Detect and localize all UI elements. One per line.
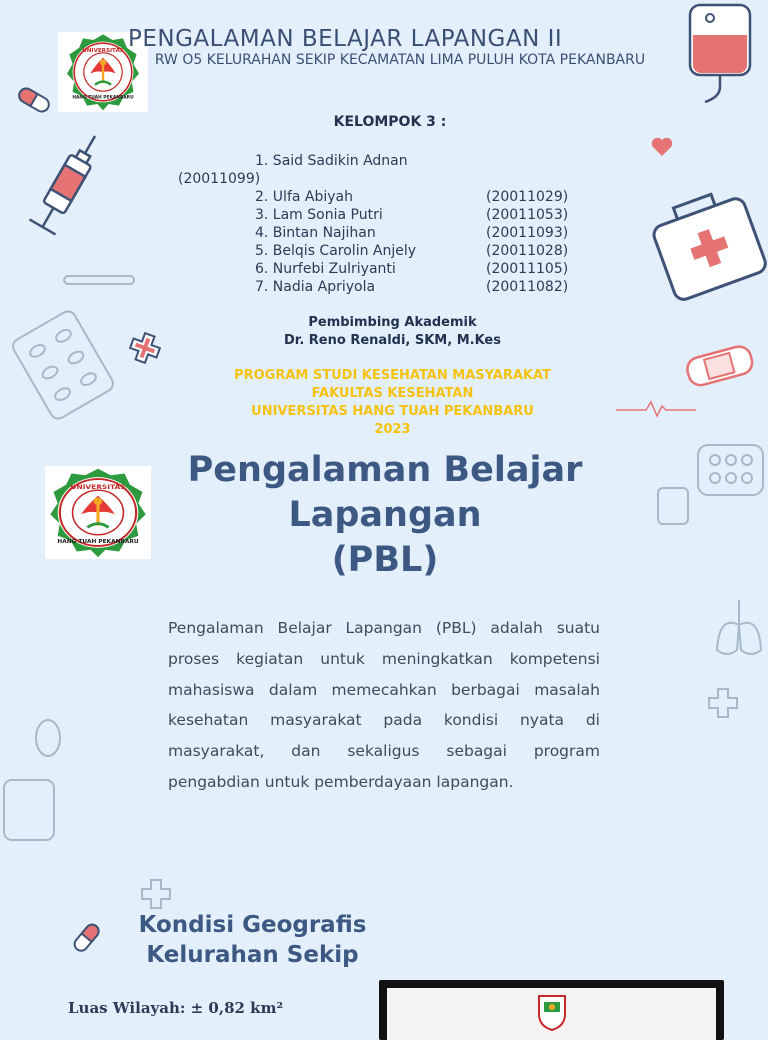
map-image bbox=[387, 988, 716, 1040]
pill-blister-icon bbox=[8, 310, 118, 420]
university-logo bbox=[45, 466, 151, 559]
member-name: 7. Nadia Apriyola bbox=[255, 279, 376, 295]
ecg-monitor-icon bbox=[0, 770, 60, 850]
map-emblem-icon bbox=[535, 992, 569, 1032]
university-name: UNIVERSITAS HANG TUAH PEKANBARU bbox=[251, 404, 534, 419]
institution-block bbox=[190, 367, 595, 433]
member-nim: (20011099) bbox=[178, 171, 261, 187]
map-image-frame bbox=[379, 980, 724, 1040]
pbl-title-line: Lapangan bbox=[288, 495, 482, 535]
group-label: KELOMPOK 3 : bbox=[333, 114, 447, 130]
area-text: Luas Wilayah: ± 0,82 km² bbox=[68, 999, 284, 1017]
iv-blood-bag-icon bbox=[680, 0, 765, 108]
year: 2023 bbox=[374, 422, 411, 433]
member-nim: (20011093) bbox=[486, 225, 569, 241]
geography-title bbox=[110, 910, 395, 970]
program-name: PROGRAM STUDI KESEHATAN MASYARAKAT bbox=[234, 368, 551, 383]
cover-subtitle: RW O5 KELURAHAN SEKIP KECAMATAN LIMA PULUH KOTA PEKANBARU bbox=[154, 52, 646, 68]
cross-outline-icon bbox=[705, 685, 741, 721]
lungs-icon bbox=[710, 595, 768, 665]
geography-title-line: Kelurahan Sekip bbox=[146, 942, 359, 968]
pill-box-icon bbox=[693, 440, 768, 500]
advisor-label: Pembimbing Akademik bbox=[308, 315, 477, 330]
member-name: 4. Bintan Najihan bbox=[255, 225, 376, 241]
member-nim: (20011053) bbox=[486, 207, 569, 223]
logo-bottom-text: HANG TUAH PEKANBARU bbox=[57, 539, 139, 546]
pbl-title-line: Pengalaman Belajar bbox=[187, 450, 583, 490]
member-name: 3. Lam Sonia Putri bbox=[255, 207, 383, 223]
first-aid-kit-icon bbox=[652, 180, 768, 315]
pbl-title-line: (PBL) bbox=[331, 540, 439, 580]
advisor-name: Dr. Reno Renaldi, SKM, M.Kes bbox=[283, 333, 501, 348]
faculty-name: FAKULTAS KESEHATAN bbox=[311, 386, 474, 401]
bandage-icon bbox=[682, 338, 757, 393]
member-nim: (20011029) bbox=[486, 189, 569, 205]
member-name: 5. Belqis Carolin Anjely bbox=[255, 243, 417, 259]
bacteria-icon bbox=[28, 714, 68, 762]
heart-icon bbox=[650, 136, 674, 158]
cross-icon bbox=[127, 330, 163, 366]
advisor-block bbox=[200, 314, 585, 350]
logo-bottom-text: HANG TUAH PEKANBARU bbox=[72, 95, 134, 101]
member-name: 2. Ulfa Abiyah bbox=[255, 189, 353, 205]
logo-top-text: UNIVERSITAS bbox=[82, 48, 124, 54]
member-nim: (20011105) bbox=[486, 261, 569, 277]
heartbeat-icon bbox=[616, 398, 696, 420]
pbl-description: Pengalaman Belajar Lapangan (PBL) adalah suatu proses kegiatan untuk meningkatkan kompetensi mahasiswa dalam memecahkan berbagai masalah kesehatan masyarakat pada kondisi nyata di masyarakat, dan sekaligus sebagai program pengabdian untuk pemberdayaan lapangan. bbox=[168, 619, 600, 791]
thermometer-icon bbox=[62, 270, 142, 290]
member-name: 1. Said Sadikin Adnan bbox=[255, 153, 408, 169]
logo-top-text: UNIVERSITAS bbox=[70, 483, 126, 492]
member-nim: (20011028) bbox=[486, 243, 569, 259]
geography-title-line: Kondisi Geografis bbox=[138, 912, 367, 938]
pill-capsule-icon bbox=[14, 84, 54, 116]
member-name: 6. Nurfebi Zulriyanti bbox=[255, 261, 396, 277]
pill-capsule-icon bbox=[70, 918, 104, 958]
syringe-icon bbox=[15, 128, 110, 253]
pbl-title bbox=[150, 448, 620, 583]
cross-outline-icon bbox=[138, 876, 174, 912]
member-nim: (20011082) bbox=[486, 279, 569, 295]
medicine-bottle-icon bbox=[648, 480, 698, 530]
cover-title: PENGALAMAN BELAJAR LAPANGAN II bbox=[128, 26, 563, 52]
